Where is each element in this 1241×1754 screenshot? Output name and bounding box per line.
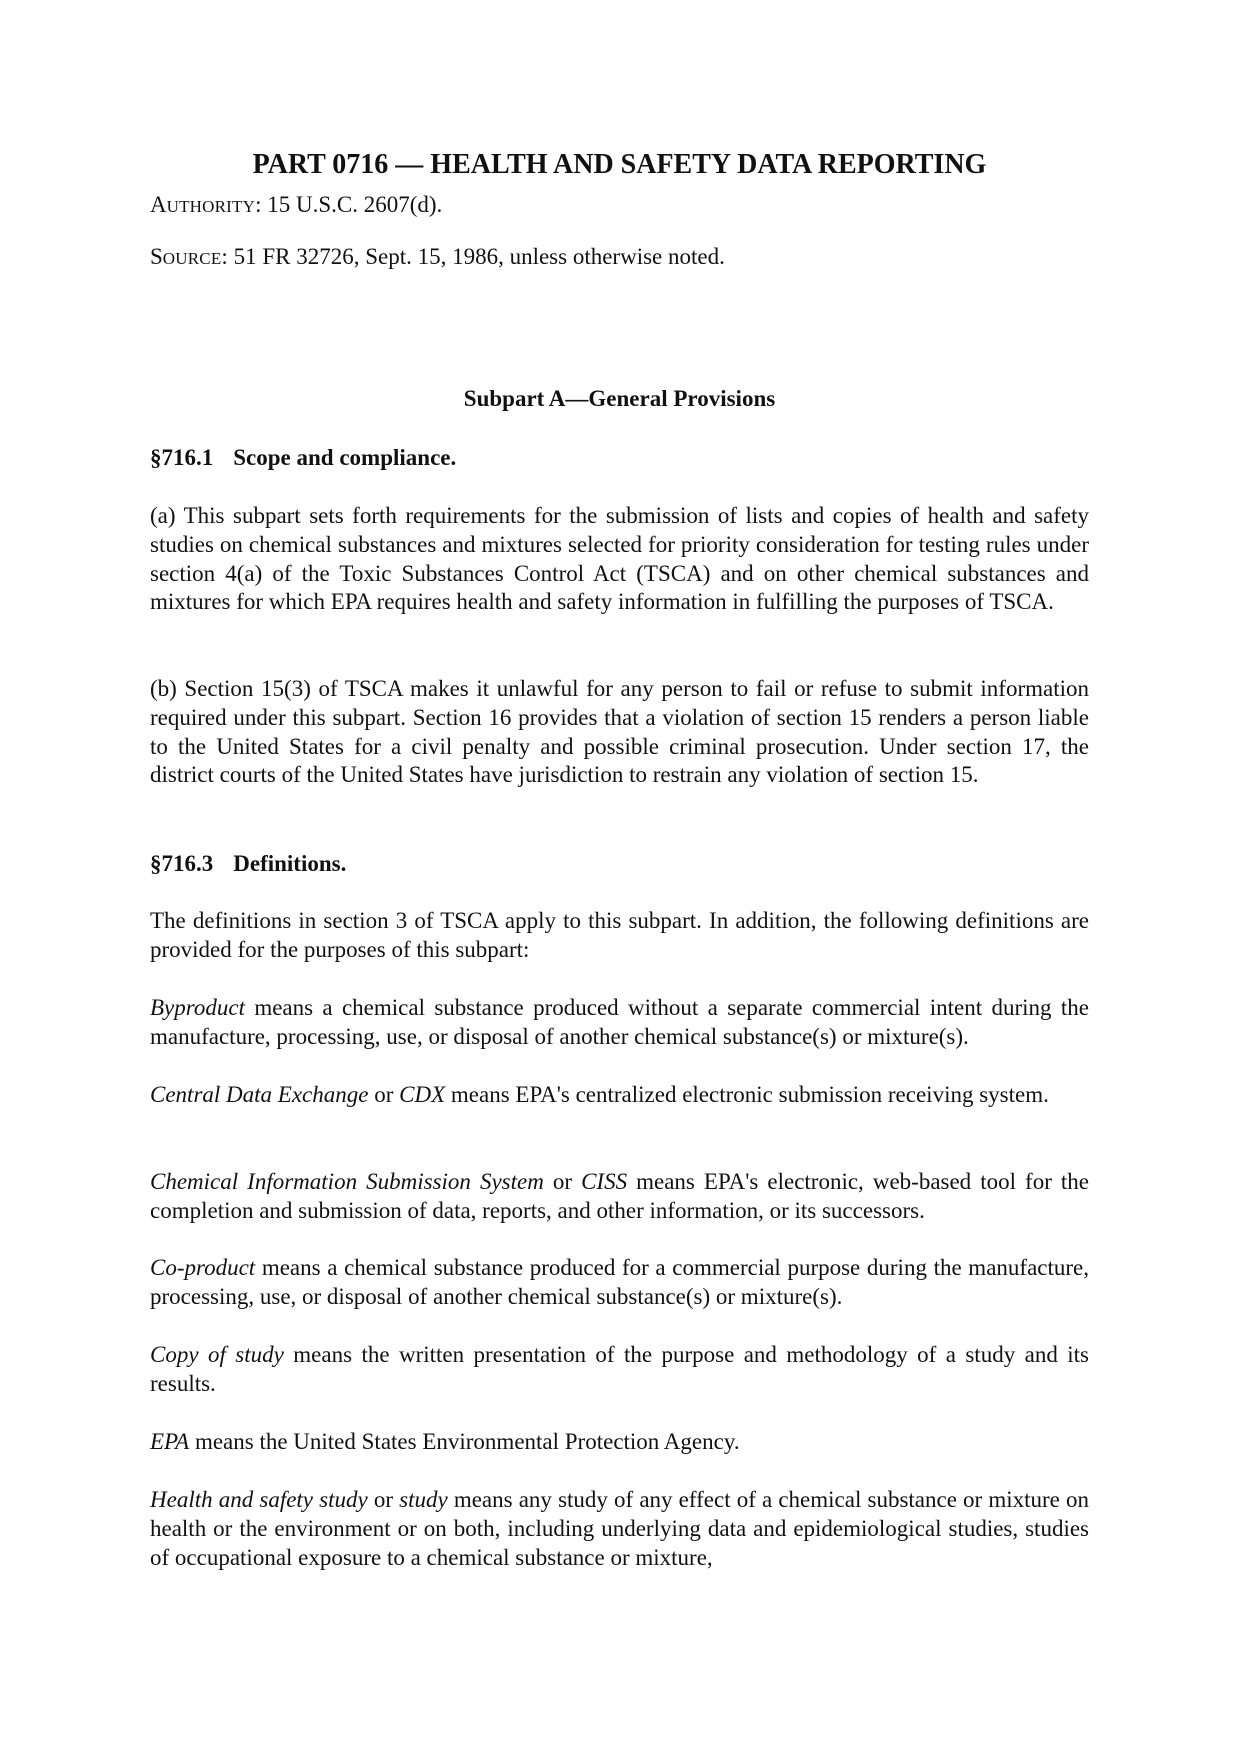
- authority-separator: :: [255, 192, 262, 217]
- subpart-heading: Subpart A—General Provisions: [463, 386, 776, 411]
- definition-cdx: [150, 1081, 1089, 1110]
- definition-copy-of-study: [150, 1341, 1089, 1399]
- defined-term: Copy of study: [150, 1342, 284, 1367]
- defined-term-alt: CDX: [399, 1082, 446, 1107]
- source-label-initial: S: [150, 244, 163, 269]
- definition-text: means a chemical substance produced for a commercial purpose during the manufacture, processing, use, or disposal of another chemical substance(s) or mixture(s).: [150, 1255, 1089, 1309]
- defined-term: Central Data Exchange: [150, 1082, 369, 1107]
- defined-term-alt: CISS: [581, 1169, 628, 1194]
- defined-term: Co-product: [150, 1255, 256, 1280]
- definition-health-and-safety-study: [150, 1486, 1089, 1572]
- definitions-intro: The definitions in section 3 of TSCA apply to this subpart. In addition, the following definitions are provided for the purposes of this subpart:: [150, 908, 1089, 962]
- definition-text: means the United States Environmental Protection Agency.: [189, 1429, 740, 1454]
- section-heading-716-1: [150, 444, 456, 472]
- definition-epa: [150, 1428, 1089, 1457]
- definition-text: means the written presentation of the purpose and methodology of a study and its results.: [150, 1342, 1089, 1396]
- definition-co-product: [150, 1254, 1089, 1312]
- section-title: Definitions.: [233, 851, 347, 876]
- definition-text: means a chemical substance produced without a separate commercial intent during the manufacture, processing, use, or disposal of another chemical substance(s) or mixture(s).: [150, 995, 1089, 1049]
- defined-term: Byproduct: [150, 995, 245, 1020]
- paragraph-716-1-b: (b) Section 15(3) of TSCA makes it unlawful for any person to fail or refuse to submit information required under this subpart. Section 16 provides that a violation of section 15 renders a person liable to the United States for a civil penalty and possible criminal prosecution. Under section 17, the district courts of the United States have jurisdiction to restrain any violation of section 15.: [150, 676, 1089, 788]
- document-title: PART 0716 — HEALTH AND SAFETY DATA REPORTING: [252, 149, 987, 180]
- authority-label-initial: A: [150, 192, 167, 217]
- term-connector: or: [543, 1169, 582, 1194]
- source-separator: :: [221, 244, 228, 269]
- defined-term-alt: study: [399, 1487, 448, 1512]
- authority-text: 15 U.S.C. 2607(d).: [261, 192, 443, 217]
- definition-ciss: [150, 1168, 1089, 1226]
- definition-byproduct: [150, 994, 1089, 1052]
- defined-term: EPA: [150, 1429, 190, 1454]
- definition-text: means any study of any effect of a chemical substance or mixture on health or the environment or on both, including underlying data and epidemiological studies, studies of occupational exposure to a chemical substance or mixture,: [150, 1487, 1089, 1570]
- definition-text: means EPA's centralized electronic submission receiving system.: [445, 1082, 1049, 1107]
- definition-text: means EPA's electronic, web-based tool for the completion and submission of data, reports, and other information, or its successors.: [150, 1169, 1089, 1223]
- authority-label-rest: UTHORITY: [166, 197, 256, 216]
- section-heading-716-3: [150, 850, 346, 878]
- term-connector: or: [367, 1487, 400, 1512]
- authority-line: [150, 191, 442, 221]
- term-connector: or: [368, 1082, 400, 1107]
- source-text: 51 FR 32726, Sept. 15, 1986, unless otherwise noted.: [227, 244, 725, 269]
- defined-term: Health and safety study: [150, 1487, 368, 1512]
- section-title: Scope and compliance.: [233, 445, 457, 470]
- source-line: [150, 243, 725, 273]
- source-label-rest: OURCE: [162, 249, 222, 268]
- paragraph-716-1-a: (a) This subpart sets forth requirements for the submission of lists and copies of health and safety studies on chemical substances and mixtures selected for priority consideration for testing rules under section 4(a) of the Toxic Substances Control Act (TSCA) and on other chemical substances and mixtures for which EPA requires health and safety information in fulfilling the purposes of TSCA.: [150, 503, 1089, 615]
- defined-term: Chemical Information Submission System: [150, 1169, 544, 1194]
- section-number: §716.3: [150, 851, 214, 876]
- section-number: §716.1: [150, 445, 214, 470]
